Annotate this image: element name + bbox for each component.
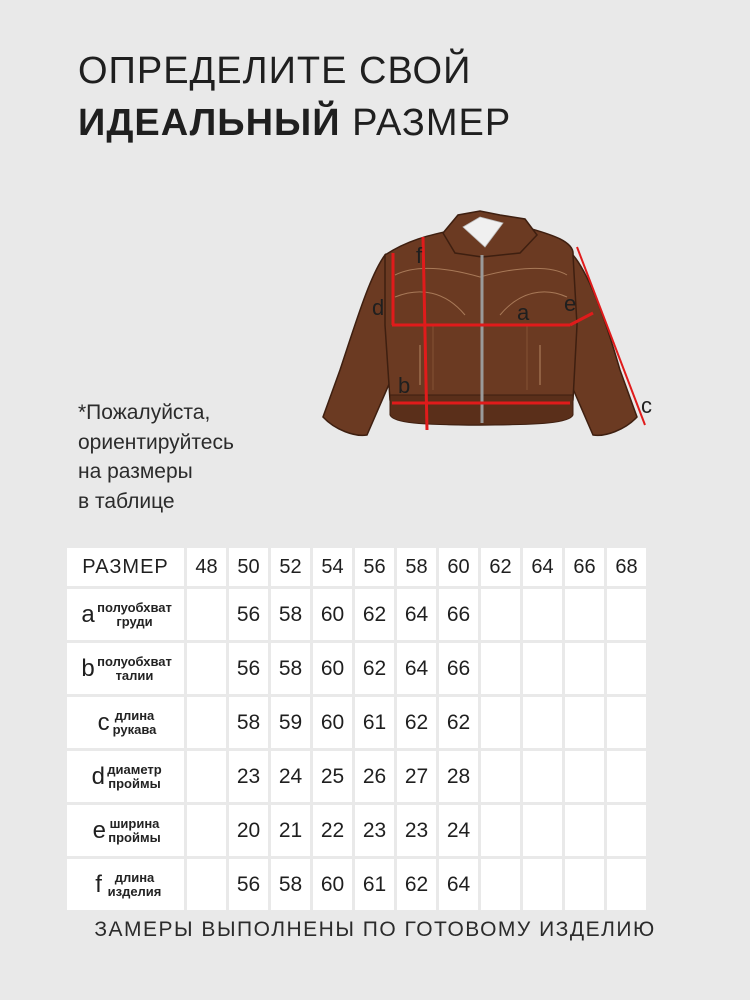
table-cell — [187, 589, 226, 640]
table-cell: 27 — [397, 751, 436, 802]
measurement-name-line: диаметр — [107, 761, 162, 777]
measure-label-a: a — [517, 300, 530, 325]
table-cell: 58 — [229, 697, 268, 748]
size-column-header: 52 — [271, 548, 310, 586]
table-cell — [481, 859, 520, 910]
table-cell — [565, 697, 604, 748]
title-line-2 — [78, 104, 511, 142]
measurement-name-line: длина — [114, 707, 155, 723]
table-cell: 26 — [355, 751, 394, 802]
table-cell — [523, 751, 562, 802]
table-cell: 24 — [271, 751, 310, 802]
table-cell: 64 — [397, 589, 436, 640]
table-cell: 25 — [313, 751, 352, 802]
measurement-label — [67, 697, 184, 748]
title-bold-word: ИДЕАЛЬНЫЙ — [78, 102, 341, 144]
measurement-name — [108, 817, 160, 845]
table-cell — [607, 859, 646, 910]
measurement-letter: c — [97, 708, 110, 736]
table-cell — [565, 751, 604, 802]
table-cell: 66 — [439, 643, 478, 694]
size-column-header: 54 — [313, 548, 352, 586]
table-cell — [565, 589, 604, 640]
measurement-label — [67, 859, 184, 910]
size-column-header: 68 — [607, 548, 646, 586]
size-column-header: 64 — [523, 548, 562, 586]
table-cell — [607, 589, 646, 640]
table-cell: 64 — [439, 859, 478, 910]
measurement-name-line: ширина — [109, 815, 160, 831]
measurement-name-line: полуобхват — [97, 599, 172, 615]
size-column-header: 66 — [565, 548, 604, 586]
table-cell — [607, 697, 646, 748]
table-cell — [187, 751, 226, 802]
measurement-letter: a — [81, 600, 95, 628]
table-header-row — [67, 548, 646, 586]
title-line-1: ОПРЕДЕЛИТЕ СВОЙ — [78, 50, 472, 92]
measurement-name — [107, 763, 161, 791]
size-column-header: 58 — [397, 548, 436, 586]
size-table — [64, 545, 649, 913]
measure-label-e: e — [564, 291, 577, 316]
table-cell: 21 — [271, 805, 310, 856]
table-cell — [565, 643, 604, 694]
table-cell: 60 — [313, 697, 352, 748]
table-cell: 22 — [313, 805, 352, 856]
size-column-header: 48 — [187, 548, 226, 586]
table-cell — [187, 697, 226, 748]
measurement-name-line: груди — [116, 613, 153, 629]
measurement-label — [67, 589, 184, 640]
size-note — [78, 398, 234, 516]
note-line: на размеры — [78, 460, 193, 483]
table-cell: 56 — [229, 643, 268, 694]
table-cell — [607, 643, 646, 694]
title-rest-word: РАЗМЕР — [352, 102, 512, 144]
measurement-name-line: проймы — [108, 829, 161, 845]
measure-label-b: b — [398, 373, 411, 398]
measurement-label — [67, 805, 184, 856]
table-cell: 56 — [229, 859, 268, 910]
measurement-name-line: талии — [115, 667, 154, 683]
table-cell — [481, 697, 520, 748]
size-header-label: РАЗМЕР — [67, 548, 184, 586]
table-row — [67, 751, 646, 802]
table-cell: 62 — [397, 697, 436, 748]
table-cell: 60 — [313, 643, 352, 694]
measurement-name-line: проймы — [108, 775, 161, 791]
table-cell — [481, 589, 520, 640]
table-cell: 62 — [439, 697, 478, 748]
size-column-header: 50 — [229, 548, 268, 586]
table-cell: 62 — [355, 643, 394, 694]
table-row — [67, 859, 646, 910]
table-row — [67, 697, 646, 748]
table-cell: 20 — [229, 805, 268, 856]
measurement-letter: d — [91, 762, 105, 790]
table-cell — [523, 859, 562, 910]
table-row — [67, 805, 646, 856]
table-cell: 60 — [313, 859, 352, 910]
table-cell: 62 — [355, 589, 394, 640]
jacket-diagram — [315, 205, 675, 455]
table-cell: 28 — [439, 751, 478, 802]
table-cell — [523, 589, 562, 640]
table-cell: 23 — [397, 805, 436, 856]
table-cell: 23 — [229, 751, 268, 802]
table-cell: 61 — [355, 859, 394, 910]
table-cell — [523, 697, 562, 748]
size-column-header: 56 — [355, 548, 394, 586]
note-line: в таблице — [78, 489, 175, 513]
table-cell: 23 — [355, 805, 394, 856]
size-column-header: 60 — [439, 548, 478, 586]
table-cell — [187, 805, 226, 856]
table-cell — [481, 805, 520, 856]
measurement-name — [97, 601, 172, 629]
table-cell: 64 — [397, 643, 436, 694]
table-cell: 24 — [439, 805, 478, 856]
table-cell — [523, 805, 562, 856]
table-cell: 56 — [229, 589, 268, 640]
page-title — [78, 52, 511, 142]
measurement-name-line: длина — [114, 869, 155, 885]
table-row — [67, 643, 646, 694]
table-cell — [607, 751, 646, 802]
table-cell — [187, 859, 226, 910]
measurement-letter: f — [95, 870, 102, 898]
table-cell: 62 — [397, 859, 436, 910]
table-cell: 58 — [271, 643, 310, 694]
note-line: ориентируйтесь — [78, 430, 234, 454]
table-cell: 61 — [355, 697, 394, 748]
table-cell — [481, 751, 520, 802]
table-cell — [565, 805, 604, 856]
table-cell — [481, 643, 520, 694]
table-cell — [565, 859, 604, 910]
measurement-letter: b — [81, 654, 95, 682]
size-column-header: 62 — [481, 548, 520, 586]
table-cell: 66 — [439, 589, 478, 640]
measurement-name — [113, 709, 157, 737]
measurement-label — [67, 751, 184, 802]
measurement-letter: e — [92, 816, 106, 844]
note-line: *Пожалуйста, — [78, 401, 211, 424]
measurement-name-line: рукава — [112, 721, 157, 737]
measurement-name — [108, 871, 162, 899]
table-cell: 58 — [271, 589, 310, 640]
measure-label-d: d — [372, 295, 385, 320]
table-cell — [607, 805, 646, 856]
measurement-name-line: изделия — [107, 883, 162, 899]
measurement-name — [97, 655, 172, 683]
measurement-label — [67, 643, 184, 694]
measure-label-c: c — [641, 393, 652, 418]
table-row — [67, 589, 646, 640]
table-cell — [523, 643, 562, 694]
footer-note: ЗАМЕРЫ ВЫПОЛНЕНЫ ПО ГОТОВОМУ ИЗДЕЛИЮ — [94, 918, 656, 941]
table-cell: 59 — [271, 697, 310, 748]
measurement-name-line: полуобхват — [97, 653, 172, 669]
table-cell: 58 — [271, 859, 310, 910]
table-cell — [187, 643, 226, 694]
table-cell: 60 — [313, 589, 352, 640]
measure-label-f: f — [416, 243, 423, 268]
